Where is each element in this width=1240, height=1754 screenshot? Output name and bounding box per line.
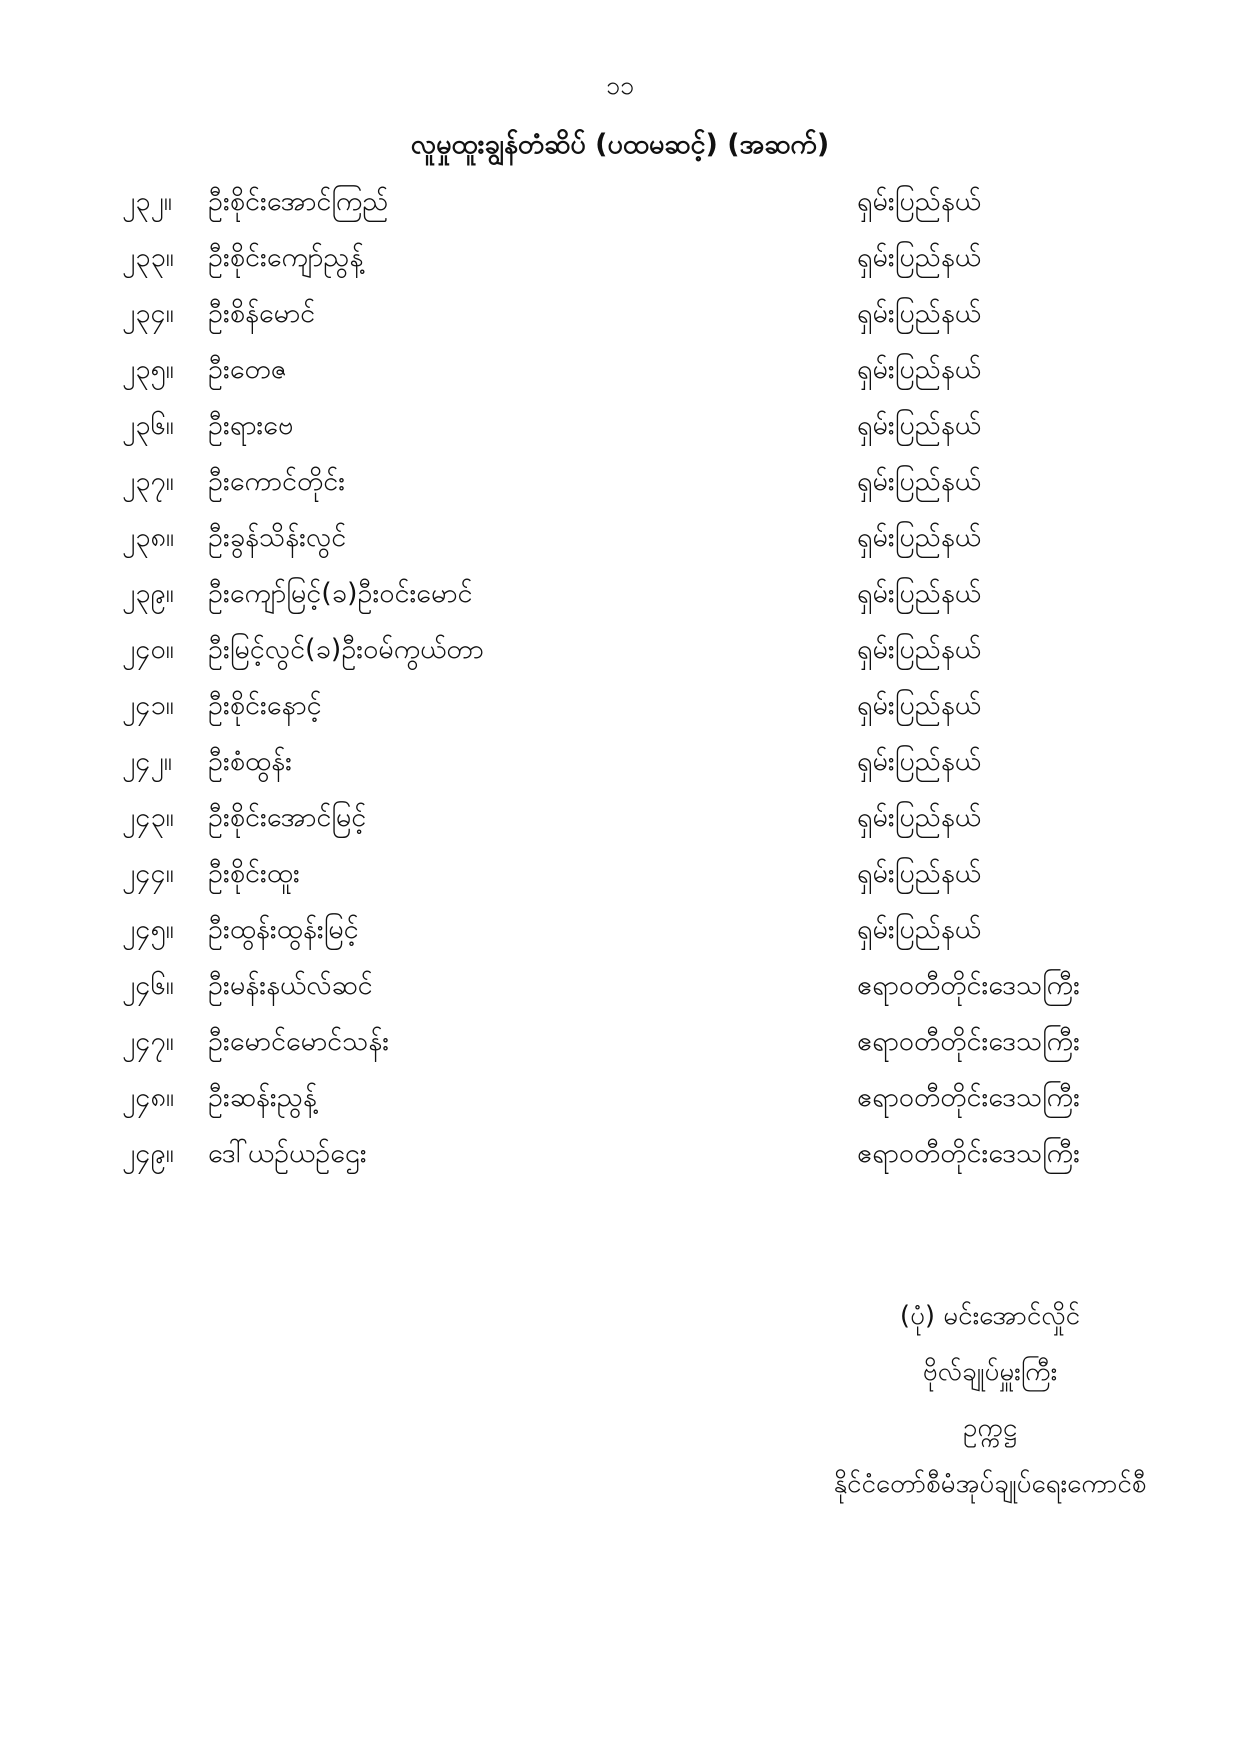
entry-number: ၂၄၅။ (122, 914, 174, 945)
entry-number: ၂၃၇။ (122, 466, 174, 497)
entry-name: ဦးရားဗေ (208, 410, 294, 441)
list-item (0, 738, 1240, 794)
list-item (0, 402, 1240, 458)
entry-name: ဦးမြင့်လွင်(ခ)ဦးဝမ်ကွယ်တာ (208, 634, 484, 665)
list-item (0, 626, 1240, 682)
signatory-name: (ပုံ) မင်းအောင်လှိုင် (899, 1301, 1081, 1331)
entry-name: ဦးခွန်သိန်းလွင် (208, 522, 347, 553)
entry-number: ၂၃၈။ (122, 522, 175, 553)
entry-region: ရှမ်းပြည်နယ် (857, 354, 982, 385)
entry-name: ဦးစိန်မောင် (208, 298, 316, 329)
page-number: ၁၁ (605, 71, 635, 100)
entry-region: ရှမ်းပြည်နယ် (857, 858, 982, 889)
signatory-position: ဥက္ကဋ္ဌ (963, 1413, 1017, 1443)
entry-number: ၂၄၈။ (122, 1082, 175, 1113)
list-item (0, 1074, 1240, 1130)
entry-number: ၂၃၃။ (122, 242, 174, 273)
entry-region: ရှမ်းပြည်နယ် (857, 298, 982, 329)
entry-number: ၂၃၉။ (122, 578, 174, 609)
entry-region: ရှမ်းပြည်နယ် (857, 186, 982, 217)
entry-region: ဧရာဝတီတိုင်းဒေသကြီး (857, 1082, 1080, 1113)
list-item (0, 906, 1240, 962)
list-item (0, 234, 1240, 290)
entry-region: ရှမ်းပြည်နယ် (857, 522, 982, 553)
entry-name: ဦးမန်းနယ်လ်ဆင် (208, 970, 373, 1001)
signatory-organization: နိုင်ငံတော်စီမံအုပ်ချုပ်ရေးကောင်စီ (833, 1469, 1147, 1499)
entry-region: ရှမ်းပြည်နယ် (857, 634, 982, 665)
entry-number: ၂၄၀။ (122, 634, 174, 665)
entry-number: ၂၄၁။ (122, 690, 174, 721)
list-item (0, 458, 1240, 514)
list-item (0, 290, 1240, 346)
entry-name: ဦးကောင်တိုင်း (208, 466, 346, 497)
entry-name: ဦးဆန်းညွန့် (208, 1082, 317, 1113)
entry-name: ဦးထွန်းထွန်းမြင့် (208, 914, 359, 945)
entry-name: ဦးမောင်မောင်သန်း (208, 1026, 390, 1057)
entry-region: ဧရာဝတီတိုင်းဒေသကြီး (857, 1026, 1080, 1057)
entry-region: ဧရာဝတီတိုင်းဒေသကြီး (857, 970, 1080, 1001)
list-item (0, 514, 1240, 570)
awardee-list (0, 178, 1240, 1186)
entry-name: ဦးတေဇ (208, 354, 287, 385)
entry-region: ရှမ်းပြည်နယ် (857, 802, 982, 833)
signatory-rank: ဗိုလ်ချုပ်မှူးကြီး (922, 1357, 1058, 1387)
entry-region: ရှမ်းပြည်နယ် (857, 242, 982, 273)
entry-name: ဦးစိုင်းအောင်မြင့် (208, 802, 367, 833)
entry-name: ဦးစိုင်းကျော်ညွန့် (208, 242, 364, 273)
list-item (0, 794, 1240, 850)
document-title: လူမှုထူးချွန်တံဆိပ် (ပထမဆင့်) (အဆက်) (410, 129, 830, 160)
entry-number: ၂၃၂။ (122, 186, 172, 217)
list-item (0, 850, 1240, 906)
list-item (0, 1018, 1240, 1074)
entry-number: ၂၃၅။ (122, 354, 174, 385)
list-item (0, 962, 1240, 1018)
entry-region: ရှမ်းပြည်နယ် (857, 690, 982, 721)
list-item (0, 178, 1240, 234)
signature-block (790, 1298, 1190, 1510)
entry-name: ဦးကျော်မြင့်(ခ)ဦးဝင်းမောင် (208, 578, 473, 609)
list-item (0, 682, 1240, 738)
entry-number: ၂၄၇။ (122, 1026, 174, 1057)
entry-name: ဒေါ်ယဉ်ယဉ်ဌေး (208, 1138, 367, 1169)
entry-number: ၂၄၆။ (122, 970, 174, 1001)
entry-name: ဦးစိုင်းနောင့် (208, 690, 322, 721)
list-item (0, 570, 1240, 626)
entry-number: ၂၃၄။ (122, 298, 174, 329)
list-item (0, 346, 1240, 402)
entry-region: ဧရာဝတီတိုင်းဒေသကြီး (857, 1138, 1080, 1169)
entry-number: ၂၄၄။ (122, 858, 174, 889)
entry-name: ဦးစံထွန်း (208, 746, 292, 777)
list-item (0, 1130, 1240, 1186)
entry-number: ၂၄၃။ (122, 802, 174, 833)
entry-region: ရှမ်းပြည်နယ် (857, 746, 982, 777)
entry-number: ၂၄၉။ (122, 1138, 174, 1169)
entry-number: ၂၄၂။ (122, 746, 172, 777)
entry-number: ၂၃၆။ (122, 410, 174, 441)
entry-region: ရှမ်းပြည်နယ် (857, 914, 982, 945)
entry-region: ရှမ်းပြည်နယ် (857, 410, 982, 441)
entry-name: ဦးစိုင်းထူး (208, 858, 300, 889)
entry-name: ဦးစိုင်းအောင်ကြည် (208, 186, 389, 217)
entry-region: ရှမ်းပြည်နယ် (857, 466, 982, 497)
entry-region: ရှမ်းပြည်နယ် (857, 578, 982, 609)
